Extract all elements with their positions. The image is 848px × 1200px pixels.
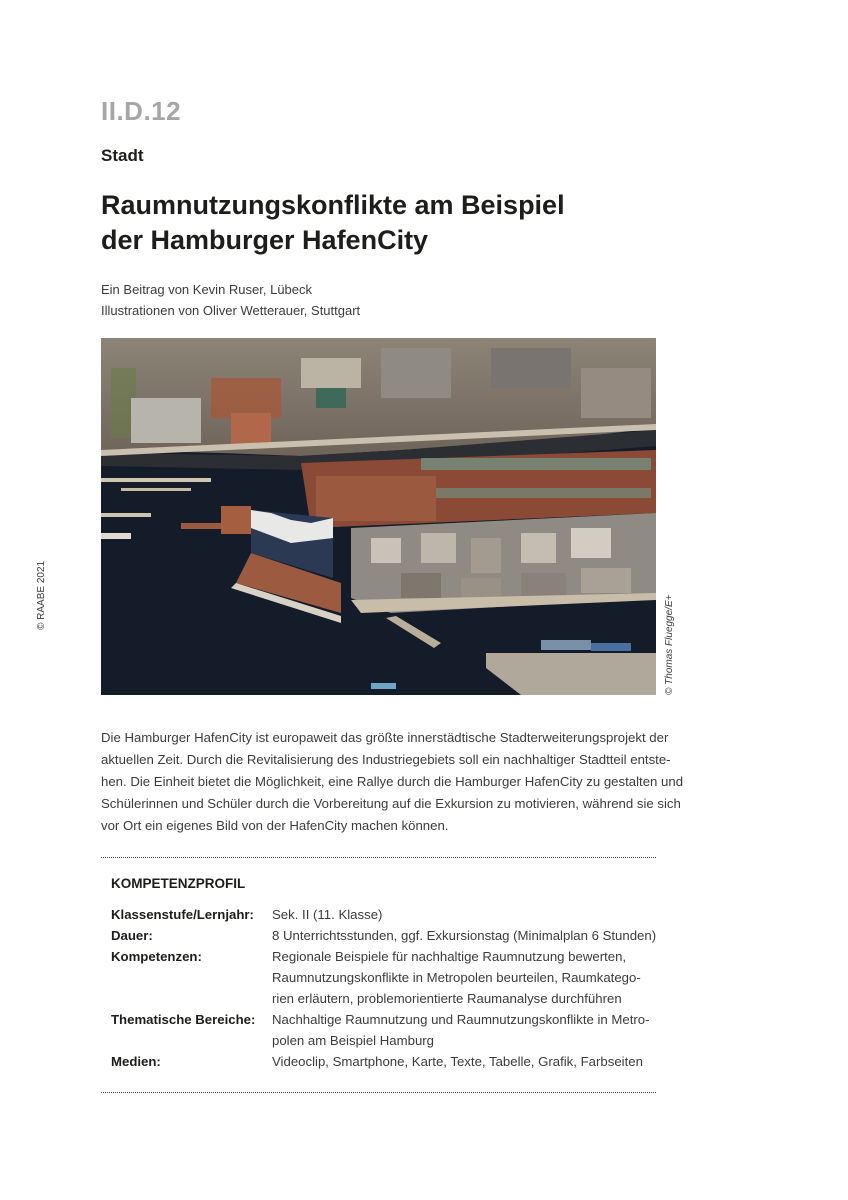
profile-label: Thematische Bereiche:	[111, 1012, 256, 1027]
profile-row-topics	[111, 1009, 656, 1051]
profile-label: Dauer:	[111, 928, 153, 943]
profile-row-duration	[111, 925, 656, 946]
profile-bottom-divider	[101, 1092, 656, 1093]
section-label: Stadt	[101, 146, 144, 165]
page-title	[101, 188, 661, 258]
profile-value	[272, 925, 656, 946]
profile-row-competences	[111, 946, 656, 1009]
profile-value-line: Raumnutzungskonflikte in Metropolen beurteilen, Raumkatego-	[272, 970, 641, 985]
profile-value	[272, 904, 382, 925]
profile-row-media	[111, 1051, 656, 1072]
profile-top-divider	[101, 857, 656, 858]
profile-value-line: rien erläutern, problemorientierte Raumanalyse durchführen	[272, 991, 622, 1006]
intro-paragraph	[101, 727, 684, 837]
intro-line: hen. Die Einheit bietet die Möglichkeit, eine Rallye durch die Hamburger HafenCity zu gestalten und	[101, 774, 684, 789]
intro-line: aktuellen Zeit. Durch die Revitalisierung des Industriegebiets soll ein nachhaltiger Stadtteil entste-	[101, 752, 671, 767]
profile-value	[272, 946, 641, 1009]
author-credits	[101, 279, 360, 321]
profile-value-line: 8 Unterrichtsstunden, ggf. Exkursionstag (Minimalplan 6 Stunden)	[272, 928, 657, 943]
intro-line: Die Hamburger HafenCity ist europaweit das größte innerstädtische Stadterweiterungsprojekt der	[101, 730, 669, 745]
hafencity-aerial-photo	[101, 338, 656, 695]
profile-value	[272, 1009, 650, 1051]
photo-credit: © Thomas Fluegge/E+	[664, 594, 675, 695]
profile-value-line: Regionale Beispiele für nachhaltige Raumnutzung bewerten,	[272, 949, 627, 964]
profile-label: Kompetenzen:	[111, 949, 202, 964]
aerial-photo-illustration	[101, 338, 656, 695]
title-line: Raumnutzungskonflikte am Beispiel	[101, 190, 565, 220]
profile-value-line: Nachhaltige Raumnutzung und Raumnutzungskonflikte in Metro-	[272, 1012, 650, 1027]
author-line: Ein Beitrag von Kevin Ruser, Lübeck	[101, 282, 313, 297]
profile-value	[272, 1051, 643, 1072]
profile-value-line: polen am Beispiel Hamburg	[272, 1033, 434, 1048]
intro-line: vor Ort ein eigenes Bild von der HafenCity machen können.	[101, 818, 449, 833]
intro-line: Schülerinnen und Schüler durch die Vorbereitung auf die Exkursion zu motivieren, während sie sich	[101, 796, 681, 811]
profile-value-line: Sek. II (11. Klasse)	[272, 907, 383, 922]
copyright-notice: © RAABE 2021	[36, 560, 47, 630]
illustrator-line: Illustrationen von Oliver Wetterauer, Stuttgart	[101, 303, 361, 318]
profile-heading: KOMPETENZPROFIL	[111, 876, 246, 891]
profile-value-line: Videoclip, Smartphone, Karte, Texte, Tabelle, Grafik, Farbseiten	[272, 1054, 643, 1069]
competence-profile-table	[111, 904, 656, 1072]
profile-row-grade	[111, 904, 656, 925]
profile-label: Medien:	[111, 1054, 161, 1069]
unit-code: II.D.12	[101, 96, 182, 126]
title-line: der Hamburger HafenCity	[101, 225, 429, 255]
profile-label: Klassenstufe/Lernjahr:	[111, 907, 254, 922]
